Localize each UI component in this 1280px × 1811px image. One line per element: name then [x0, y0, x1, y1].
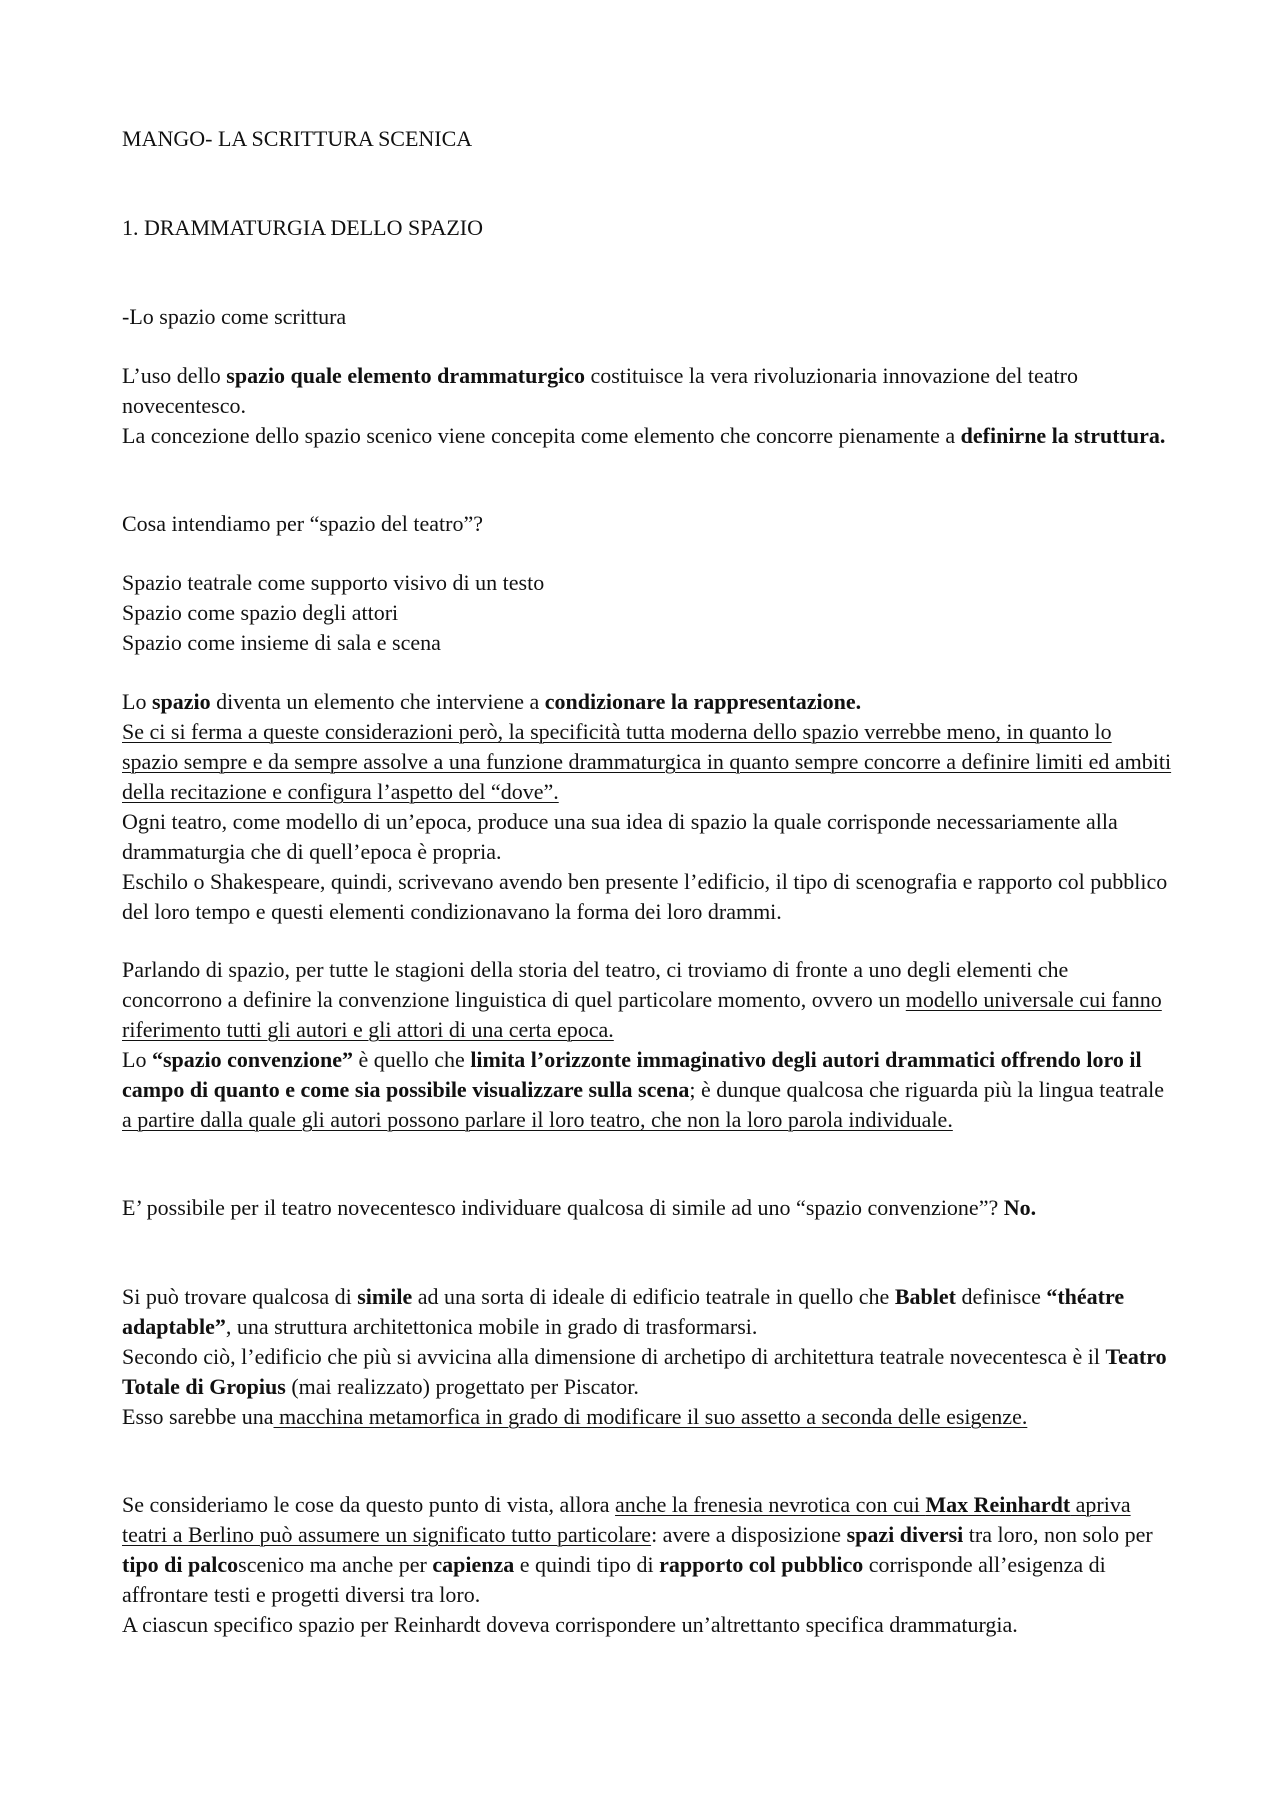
p6-text: corrisponde all’esigenza di affrontare testi e progetti diversi tra loro.: [122, 1552, 1106, 1607]
p3-text: è quello che: [353, 1047, 471, 1072]
p5-underlined: macchina metamorfica in grado di modificare il suo assetto a seconda delle esigenze.: [273, 1404, 1028, 1429]
list-item: Spazio teatrale come supporto visivo di un testo: [122, 570, 545, 595]
p4-text: E’ possibile per il teatro novecentesco individuare qualcosa di simile ad uno “spazio convenzione”?: [122, 1195, 1004, 1220]
p6-text: A ciascun specifico spazio per Reinhardt doveva corrispondere un’altrettanto specifica drammaturgia.: [122, 1612, 1018, 1637]
p1-bold: definirne la struttura.: [960, 423, 1166, 448]
p6-text: e quindi tipo di: [514, 1552, 660, 1577]
p5-text: (mai realizzato) progettato per Piscator.: [285, 1374, 639, 1399]
p5-bold: Bablet: [894, 1284, 956, 1309]
p6-text: : avere a disposizione: [651, 1522, 847, 1547]
paragraph-6: [122, 1490, 1172, 1640]
p3-underlined: a partire dalla quale gli autori possono parlare il loro teatro, che non la loro parola individuale.: [122, 1107, 953, 1132]
p3-text: ; è dunque qualcosa che riguarda più la lingua teatrale: [689, 1077, 1164, 1102]
paragraph-5: [122, 1282, 1172, 1432]
p5-text: Secondo ciò, l’edificio che più si avvicina alla dimensione di archetipo di architettura teatrale novecentesca è il: [122, 1344, 1106, 1369]
p2-underlined: Se ci si ferma a queste considerazioni però, la specificità tutta moderna dello spazio verrebbe meno, in quanto lo spazio sempre e da sempre assolve a una funzione drammaturgica in quanto sempre concorre a definire limiti ed ambiti della recitazione e configura l’aspetto del “dove”.: [122, 719, 1172, 804]
p3-bold: limita l’orizzonte immaginativo degli autori drammatici offrendo loro il campo di quanto e come sia possibile visualizzare sulla scena: [122, 1047, 1142, 1102]
p6-text: Se consideriamo le cose da questo punto di vista, allora: [122, 1492, 616, 1517]
paragraph-1: [122, 361, 1172, 451]
document-title: MANGO- LA SCRITTURA SCENICA: [122, 126, 473, 151]
p1-text: La concezione dello spazio scenico viene concepita come elemento che concorre pienamente a: [122, 423, 961, 448]
p2-bold: spazio: [151, 689, 211, 714]
paragraph-4: [122, 1193, 1172, 1223]
p6-bold: capienza: [432, 1552, 515, 1577]
p1-text: costituisce la vera rivoluzionaria innovazione del teatro novecentesco.: [122, 363, 1078, 418]
p5-text: Esso sarebbe una: [122, 1404, 274, 1429]
p5-text: ad una sorta di ideale di edificio teatrale in quello che: [412, 1284, 895, 1309]
p3-text: Lo: [122, 1047, 152, 1072]
p6-underlined-bold: Max Reinhardt: [925, 1492, 1071, 1517]
p1-text: L’uso dello: [122, 363, 227, 388]
p2-text: Ogni teatro, come modello di un’epoca, produce una sua idea di spazio la quale corrisponde necessariamente alla drammaturgia che di quell’epoca è propria.: [122, 809, 1118, 864]
p6-bold: tipo di palco: [122, 1552, 239, 1577]
p6-text: tra loro, non solo per: [963, 1522, 1153, 1547]
p6-underlined: apriva teatri a Berlino può assumere un significato tutto particolare: [122, 1492, 1131, 1547]
p2-text: diventa un elemento che interviene a: [210, 689, 545, 714]
definition-list: [122, 568, 544, 658]
paragraph-2: [122, 687, 1172, 927]
p6-text: scenico ma anche per: [238, 1552, 433, 1577]
list-item: Spazio come spazio degli attori: [122, 600, 399, 625]
p1-bold: spazio quale elemento drammaturgico: [226, 363, 585, 388]
p3-text: Parlando di spazio, per tutte le stagioni della storia del teatro, ci troviamo di fronte a uno degli elementi che concorrono a definire la convenzione linguistica di quel particolare momento, ovvero un: [122, 957, 1069, 1012]
p5-bold: simile: [357, 1284, 413, 1309]
p5-text: , una struttura architettonica mobile in grado di trasformarsi.: [225, 1314, 758, 1339]
p4-bold: No.: [1003, 1195, 1037, 1220]
p5-text: Si può trovare qualcosa di: [122, 1284, 358, 1309]
p3-bold: “spazio convenzione”: [151, 1047, 354, 1072]
p2-bold: condizionare la rappresentazione.: [544, 689, 862, 714]
question-line: Cosa intendiamo per “spazio del teatro”?: [122, 511, 484, 536]
paragraph-3: [122, 955, 1172, 1135]
p2-text: Eschilo o Shakespeare, quindi, scrivevano avendo ben presente l’edificio, il tipo di scenografia e rapporto col pubblico del loro tempo e questi elementi condizionavano la forma dei loro drammi.: [122, 869, 1168, 924]
p5-bold: Teatro Totale di Gropius: [122, 1344, 1167, 1399]
p2-text: Lo: [122, 689, 152, 714]
list-item: Spazio come insieme di sala e scena: [122, 630, 441, 655]
subheading: -Lo spazio come scrittura: [122, 304, 347, 329]
p6-underlined: anche la frenesia nevrotica con cui: [615, 1492, 926, 1517]
section-heading: 1. DRAMMATURGIA DELLO SPAZIO: [122, 215, 483, 240]
p5-bold: “théatre adaptable”: [122, 1284, 1125, 1339]
p3-underlined: modello universale cui fanno riferimento tutti gli autori e gli attori di una certa epoca.: [122, 987, 1162, 1042]
p5-text: definisce: [955, 1284, 1047, 1309]
p6-bold: rapporto col pubblico: [659, 1552, 864, 1577]
p6-bold: spazi diversi: [846, 1522, 964, 1547]
